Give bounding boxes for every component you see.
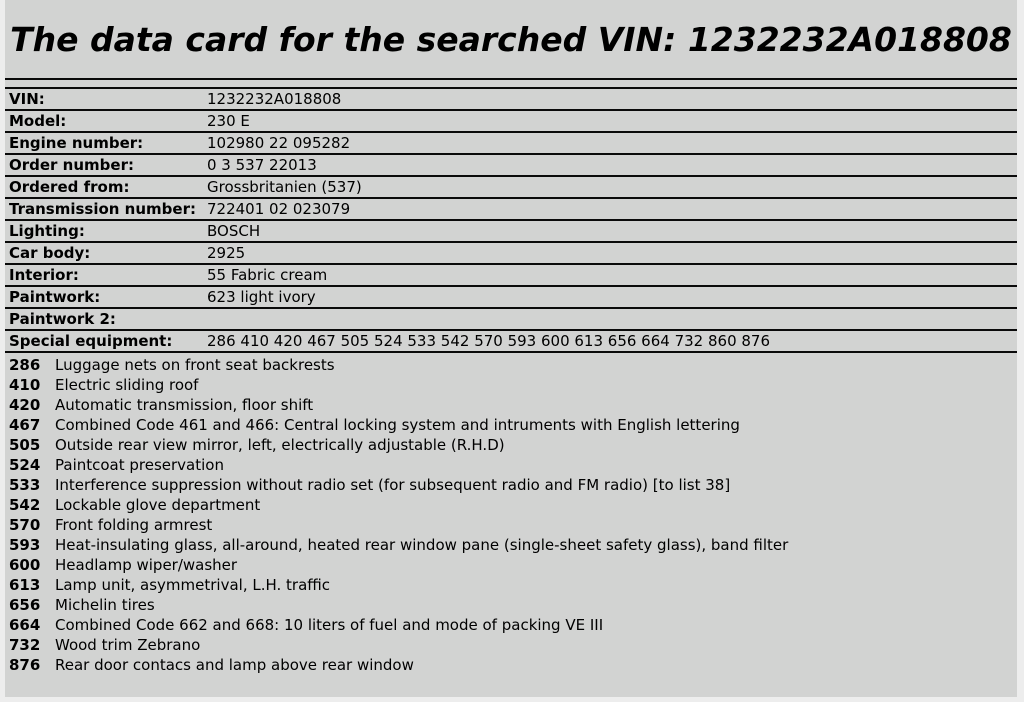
equipment-description: Paintcoat preservation <box>55 456 224 474</box>
row-value: 0 3 537 22013 <box>207 156 317 174</box>
equipment-description: Combined Code 662 and 668: 10 liters of fuel and mode of packing VE III <box>55 616 604 634</box>
table-row-special-equipment <box>5 329 1017 351</box>
equipment-code: 570 <box>9 516 41 534</box>
row-label: Ordered from: <box>9 178 130 196</box>
row-value: 623 light ivory <box>207 288 316 306</box>
table-row-vin <box>5 87 1017 109</box>
row-value: 286 410 420 467 505 524 533 542 570 593 600 613 656 664 732 860 876 <box>207 332 771 350</box>
table-row-lighting <box>5 219 1017 241</box>
equipment-code: 542 <box>9 496 41 514</box>
list-item <box>5 555 1017 575</box>
list-item <box>5 535 1017 555</box>
equipment-description: Lockable glove department <box>55 496 261 514</box>
equipment-code: 732 <box>9 636 41 654</box>
row-value: BOSCH <box>207 222 261 240</box>
list-item <box>5 575 1017 595</box>
table-row-ordered-from <box>5 175 1017 197</box>
equipment-code: 420 <box>9 396 41 414</box>
list-item <box>5 455 1017 475</box>
special-equipment-list <box>5 353 1017 675</box>
list-item <box>5 655 1017 675</box>
equipment-code: 467 <box>9 416 41 434</box>
row-label: Lighting: <box>9 222 85 240</box>
equipment-code: 533 <box>9 476 41 494</box>
row-label: VIN: <box>9 90 45 108</box>
list-item <box>5 395 1017 415</box>
row-label: Model: <box>9 112 67 130</box>
equipment-description: Luggage nets on front seat backrests <box>55 356 335 374</box>
row-value: 230 E <box>207 112 250 130</box>
list-item <box>5 475 1017 495</box>
equipment-code: 505 <box>9 436 41 454</box>
row-label: Paintwork 2: <box>9 310 116 328</box>
table-row-paintwork <box>5 285 1017 307</box>
row-label: Order number: <box>9 156 134 174</box>
table-row-interior <box>5 263 1017 285</box>
row-label: Special equipment: <box>9 332 173 350</box>
list-item <box>5 515 1017 535</box>
equipment-code: 613 <box>9 576 41 594</box>
table-row-transmission-number <box>5 197 1017 219</box>
table-row-paintwork-2 <box>5 307 1017 329</box>
row-label: Car body: <box>9 244 91 262</box>
row-label: Engine number: <box>9 134 144 152</box>
equipment-description: Front folding armrest <box>55 516 213 534</box>
equipment-description: Automatic transmission, floor shift <box>55 396 314 414</box>
equipment-code: 410 <box>9 376 41 394</box>
equipment-code: 876 <box>9 656 41 674</box>
row-value: 722401 02 023079 <box>207 200 351 218</box>
row-value: Grossbritanien (537) <box>207 178 362 196</box>
equipment-description: Lamp unit, asymmetrival, L.H. traffic <box>55 576 331 594</box>
equipment-description: Wood trim Zebrano <box>55 636 201 654</box>
table-row-engine-number <box>5 131 1017 153</box>
list-item <box>5 615 1017 635</box>
equipment-description: Interference suppression without radio set (for subsequent radio and FM radio) [to list 38] <box>55 476 731 494</box>
list-item <box>5 435 1017 455</box>
equipment-code: 593 <box>9 536 41 554</box>
row-label: Paintwork: <box>9 288 101 306</box>
data-card-table <box>5 87 1017 353</box>
equipment-description: Combined Code 461 and 466: Central locking system and intruments with English lettering <box>55 416 740 434</box>
list-item <box>5 495 1017 515</box>
list-item <box>5 375 1017 395</box>
equipment-code: 664 <box>9 616 41 634</box>
equipment-description: Outside rear view mirror, left, electrically adjustable (R.H.D) <box>55 436 505 454</box>
equipment-description: Michelin tires <box>55 596 155 614</box>
row-value: 102980 22 095282 <box>207 134 351 152</box>
equipment-description: Headlamp wiper/washer <box>55 556 238 574</box>
equipment-code: 656 <box>9 596 41 614</box>
equipment-code: 600 <box>9 556 41 574</box>
title-band <box>5 0 1017 80</box>
table-row-car-body <box>5 241 1017 263</box>
equipment-description: Electric sliding roof <box>55 376 199 394</box>
table-row-model <box>5 109 1017 131</box>
page-title: The data card for the searched VIN: 1232232A018808 <box>10 19 1012 59</box>
equipment-description: Rear door contacs and lamp above rear window <box>55 656 414 674</box>
row-label: Transmission number: <box>9 200 196 218</box>
data-card-panel <box>5 0 1017 697</box>
row-value: 55 Fabric cream <box>207 266 328 284</box>
equipment-code: 286 <box>9 356 41 374</box>
list-item <box>5 415 1017 435</box>
equipment-code: 524 <box>9 456 41 474</box>
equipment-description: Heat-insulating glass, all-around, heated rear window pane (single-sheet safety glass), band filter <box>55 536 789 554</box>
list-item <box>5 595 1017 615</box>
table-row-order-number <box>5 153 1017 175</box>
list-item <box>5 635 1017 655</box>
row-value: 2925 <box>207 244 246 262</box>
row-value: 1232232A018808 <box>207 90 342 108</box>
row-label: Interior: <box>9 266 79 284</box>
list-item <box>5 355 1017 375</box>
